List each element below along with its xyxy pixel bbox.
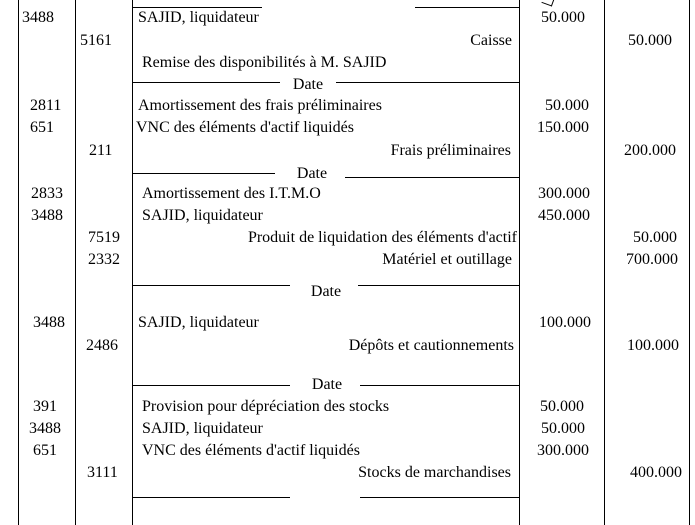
entry-date: Date [296,165,328,182]
debit-account: 2811 [30,97,62,114]
tick-mark [541,0,555,7]
column-rule [519,0,520,525]
entry-label: Provision pour dépréciation des stocks [142,398,390,415]
debit-amount: 50.000 [541,420,585,437]
entry-separator [132,173,275,174]
entry-separator [345,177,519,178]
column-rule [132,0,133,525]
entry-label: Produit de liquidation des éléments d'actif [247,229,517,246]
credit-amount: 400.000 [630,464,682,481]
entry-separator [132,285,290,286]
debit-account: 391 [33,398,57,415]
entry-label: SAJID, liquidateur [142,420,263,437]
credit-amount: 50.000 [628,32,672,49]
credit-account: 3111 [87,464,118,481]
entry-separator [132,385,290,386]
debit-amount: 300.000 [538,185,590,202]
debit-account: 651 [30,119,54,136]
debit-amount: 50.000 [540,398,584,415]
debit-account: 3488 [31,207,63,224]
entry-separator [132,82,280,83]
debit-amount: 450.000 [538,207,590,224]
credit-account: 2332 [88,251,120,268]
column-rule [18,0,19,525]
column-rule [604,0,605,525]
debit-account: 2833 [31,185,63,202]
credit-amount: 100.000 [627,337,679,354]
entry-label: VNC des éléments d'actif liquidés [142,442,360,459]
credit-account: 211 [89,142,113,159]
debit-amount: 300.000 [537,442,589,459]
debit-amount: 50.000 [541,9,585,26]
entry-separator [336,82,519,83]
entry-description: Remise des disponibilités à M. SAJID [142,54,387,71]
entry-separator [360,497,519,498]
entry-separator [415,7,519,8]
entry-label: SAJID, liquidateur [138,314,259,331]
debit-account: 3488 [22,9,54,26]
credit-account: 7519 [88,229,120,246]
credit-amount: 200.000 [624,142,676,159]
debit-account: 3488 [29,420,61,437]
entry-date: Date [310,283,342,300]
debit-account: 3488 [33,314,65,331]
credit-account: 5161 [80,32,112,49]
entry-label: Frais préliminaires [390,142,511,159]
entry-label: Stocks de marchandises [358,464,511,481]
column-rule [689,0,690,525]
credit-amount: 50.000 [633,229,677,246]
entry-label: Matériel et outillage [382,251,512,268]
credit-account: 2486 [86,337,118,354]
entry-label: SAJID, liquidateur [142,207,263,224]
entry-label: Dépôts et cautionnements [348,337,514,354]
entry-date: Date [311,376,343,393]
entry-label: Amortissement des frais préliminaires [138,97,382,114]
entry-separator [360,385,519,386]
entry-separator [358,285,519,286]
entry-label: SAJID, liquidateur [138,9,259,26]
debit-amount: 100.000 [539,314,591,331]
entry-date: Date [292,76,324,93]
entry-label: Amortissement des I.T.M.O [142,185,321,202]
debit-amount: 50.000 [545,97,589,114]
entry-separator [132,497,290,498]
debit-account: 651 [33,442,57,459]
column-rule [75,0,76,525]
credit-amount: 700.000 [626,251,678,268]
entry-label: VNC des éléments d'actif liquidés [136,119,354,136]
debit-amount: 150.000 [537,119,589,136]
entry-label: Caisse [470,32,512,49]
entry-separator [132,7,262,8]
